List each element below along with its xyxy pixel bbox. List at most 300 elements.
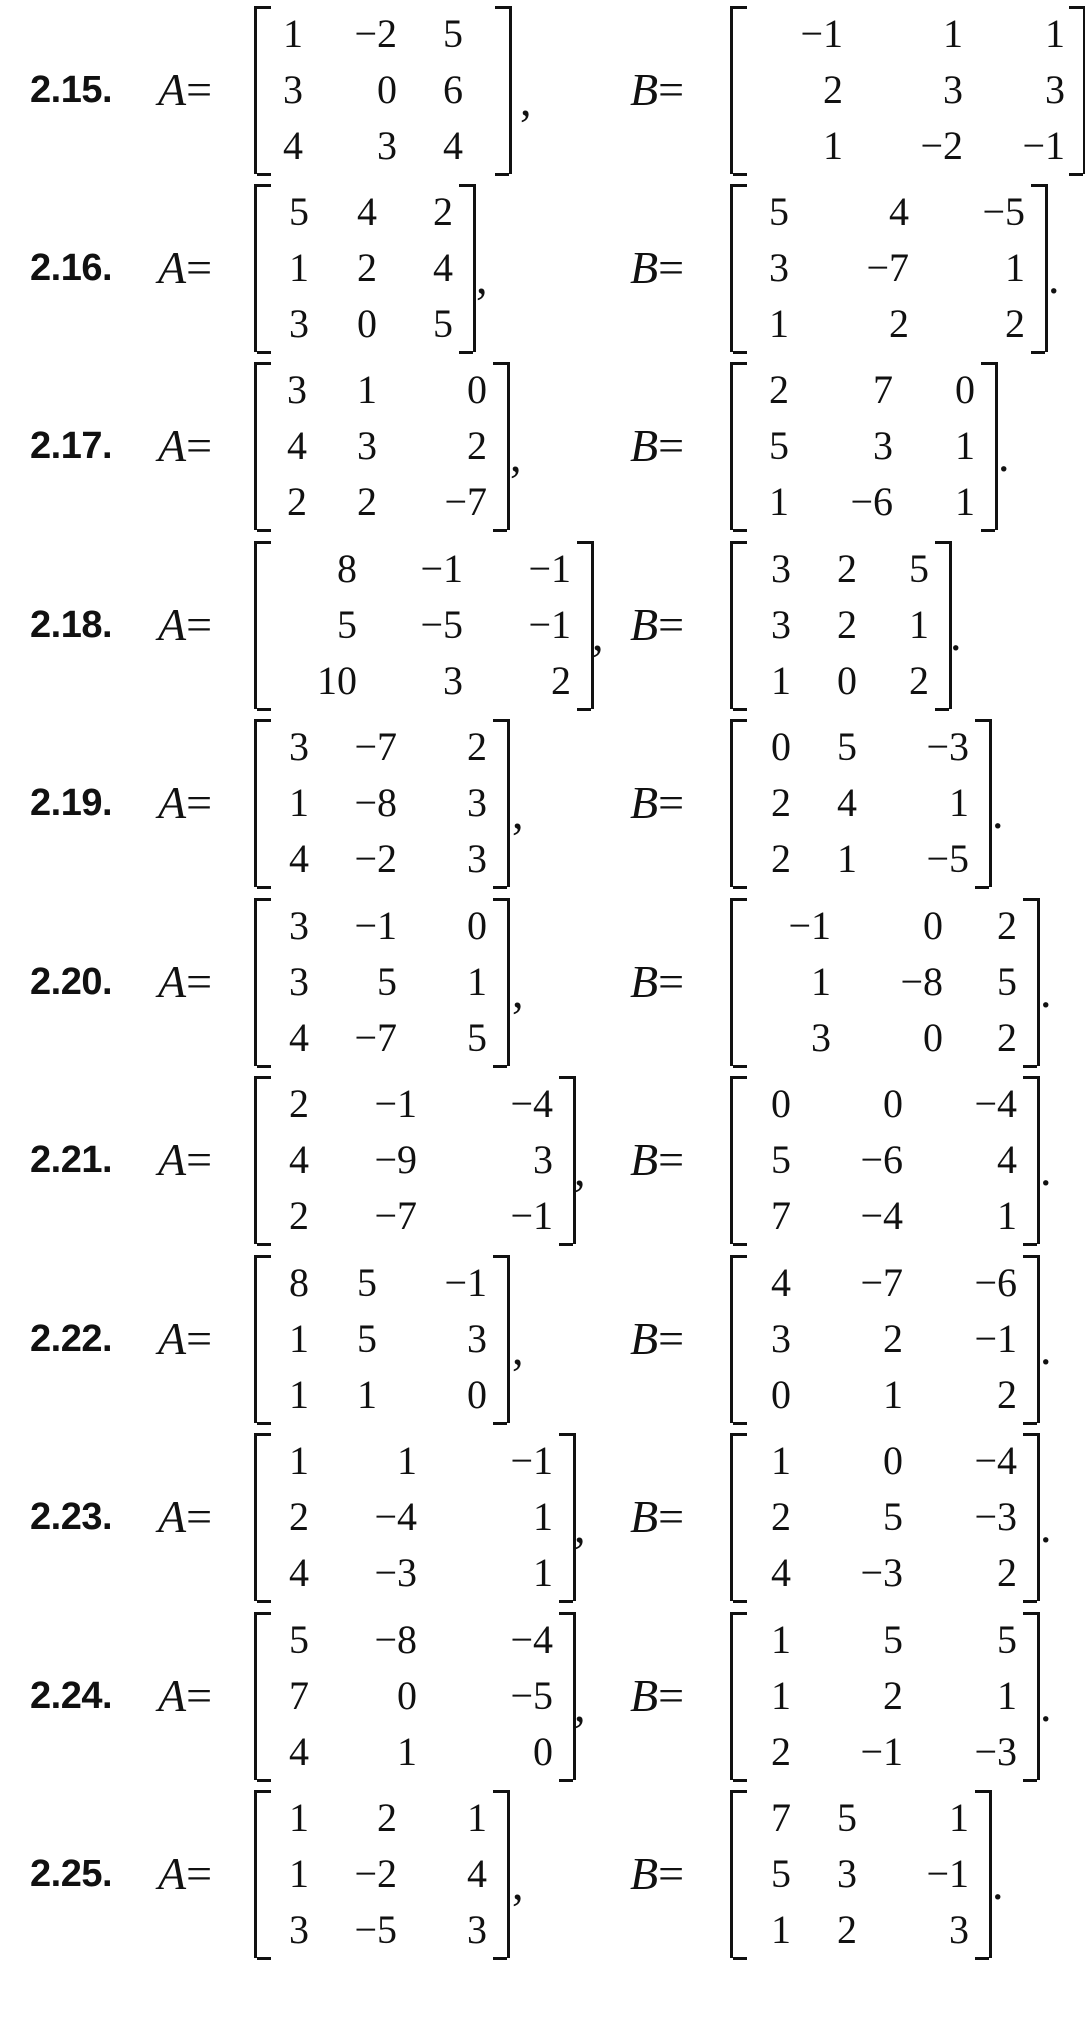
matrix-row (257, 954, 507, 1010)
matrix-entry: 1 (823, 123, 843, 168)
equals-sign: = (186, 64, 213, 115)
matrix-entry: 3 (467, 836, 487, 881)
separator-comma: , (574, 1501, 586, 1552)
matrix-entry: −1 (444, 1260, 487, 1305)
matrix-row (257, 1790, 507, 1846)
equals-sign: = (658, 242, 685, 293)
matrix-b-name: B (630, 1670, 659, 1721)
matrix-entry: 3 (289, 1907, 309, 1952)
matrix-row (257, 1255, 507, 1311)
matrix-entry: 1 (289, 1851, 309, 1896)
matrix-entry: 0 (357, 301, 377, 346)
equals-sign: = (186, 1670, 213, 1721)
exercise-item (0, 535, 1085, 715)
matrix-entry: 4 (289, 1550, 309, 1595)
matrix-entry: 2 (467, 423, 487, 468)
matrix-entry: 1 (1005, 245, 1025, 290)
matrix-entry: −5 (926, 836, 969, 881)
matrix-row (257, 1846, 507, 1902)
matrix-entry: −1 (420, 546, 463, 591)
exercise-number: 2.17. (30, 425, 113, 467)
matrix-entry: −2 (354, 1851, 397, 1896)
matrix-row (733, 362, 995, 418)
matrix-entry: 3 (289, 301, 309, 346)
matrix-entry: 2 (289, 1494, 309, 1539)
matrix-entry: 7 (289, 1673, 309, 1718)
matrix-b (730, 1076, 1040, 1244)
matrix-entry: 1 (997, 1673, 1017, 1718)
matrix-b-name: B (630, 1313, 659, 1364)
matrix-entry: 0 (467, 367, 487, 412)
matrix-row (733, 1010, 1037, 1066)
matrix-row (257, 1612, 573, 1668)
exercise-item (0, 178, 1085, 358)
matrix-entry: 3 (837, 1851, 857, 1896)
equals-sign: = (186, 599, 213, 650)
exercise-number: 2.24. (30, 1675, 113, 1717)
matrix-entry: 6 (443, 67, 463, 112)
matrix-a-label (158, 713, 212, 893)
matrix-entry: 1 (771, 1907, 791, 1952)
equals-sign: = (658, 599, 685, 650)
matrix-entry: 0 (923, 903, 943, 948)
matrix-entry: −6 (974, 1260, 1017, 1305)
matrix-entry: −8 (354, 780, 397, 825)
matrix-entry: 5 (377, 959, 397, 1004)
matrix-entry: 1 (883, 1372, 903, 1417)
matrix-entry: 3 (949, 1907, 969, 1952)
matrix-entry: 1 (289, 245, 309, 290)
exercise-number: 2.16. (30, 247, 113, 289)
matrix-b-label (630, 1427, 684, 1607)
matrix-entry: 0 (883, 1438, 903, 1483)
matrix-entry: 3 (811, 1015, 831, 1060)
matrix-entry: 1 (397, 1438, 417, 1483)
exercise-number: 2.21. (30, 1139, 113, 1181)
matrix-entry: −7 (866, 245, 909, 290)
matrix-a-name: A (158, 956, 187, 1007)
equals-sign: = (186, 777, 213, 828)
matrix-entry: 1 (909, 602, 929, 647)
matrix-entry: 5 (433, 301, 453, 346)
matrix-entry: −2 (354, 11, 397, 56)
matrix-entry: 2 (823, 67, 843, 112)
matrix-entry: 3 (289, 903, 309, 948)
matrix-entry: 3 (771, 602, 791, 647)
matrix-row (257, 1668, 573, 1724)
separator-comma: , (574, 1680, 586, 1731)
end-period: . (992, 787, 1004, 838)
matrix-a-label (158, 1070, 212, 1250)
matrix-entry: 4 (837, 780, 857, 825)
exercise-number: 2.15. (30, 69, 113, 111)
matrix-a-name: A (158, 1491, 187, 1542)
matrix-a-name: A (158, 64, 187, 115)
matrix-entry: 4 (771, 1550, 791, 1595)
matrix-entry: −4 (374, 1494, 417, 1539)
matrix-a-name: A (158, 1670, 187, 1721)
matrix-entry: 7 (771, 1795, 791, 1840)
matrix-a (254, 1255, 510, 1423)
matrix-entry: −3 (974, 1494, 1017, 1539)
matrix-entry: 4 (771, 1260, 791, 1305)
matrix-entry: 5 (771, 1137, 791, 1182)
matrix-row (733, 296, 1045, 352)
matrix-entry: 1 (955, 423, 975, 468)
matrix-a (254, 184, 476, 352)
matrix-row (257, 1311, 507, 1367)
matrix-entry: 5 (997, 1617, 1017, 1662)
matrix-entry: 8 (289, 1260, 309, 1305)
matrix-entry: 1 (289, 1316, 309, 1361)
matrix-entry: 3 (467, 1316, 487, 1361)
matrix-entry: 0 (377, 67, 397, 112)
equals-sign: = (658, 420, 685, 471)
matrix-entry: 4 (289, 1729, 309, 1774)
matrix-entry: 2 (771, 780, 791, 825)
matrix-a-label (158, 0, 212, 180)
matrix-b-label (630, 535, 684, 715)
separator-comma: , (510, 430, 522, 481)
matrix-entry: −2 (920, 123, 963, 168)
matrix-entry: 2 (837, 546, 857, 591)
matrix-entry: 4 (289, 1137, 309, 1182)
matrix-a-label (158, 1427, 212, 1607)
matrix-entry: 2 (1005, 301, 1025, 346)
matrix-row (257, 719, 507, 775)
matrix-b-name: B (630, 956, 659, 1007)
matrix-row (257, 541, 591, 597)
matrix-b-name: B (630, 1134, 659, 1185)
matrix-entry: 4 (283, 123, 303, 168)
matrix-row (733, 1311, 1037, 1367)
separator-comma: , (512, 787, 524, 838)
matrix-entry: 2 (467, 724, 487, 769)
matrix-row (257, 1545, 573, 1601)
matrix-entry: −7 (374, 1193, 417, 1238)
separator-comma: , (574, 1144, 586, 1195)
matrix-b (730, 898, 1040, 1066)
matrix-a (254, 1790, 510, 1958)
matrix-entry: 0 (771, 724, 791, 769)
matrix-row (733, 474, 995, 530)
matrix-b-label (630, 1606, 684, 1786)
exercise-item (0, 713, 1085, 893)
matrix-entry: 1 (837, 836, 857, 881)
equals-sign: = (186, 420, 213, 471)
matrix-row (733, 954, 1037, 1010)
end-period: . (1040, 1144, 1052, 1195)
matrix-a-name: A (158, 1134, 187, 1185)
matrix-row (733, 1790, 989, 1846)
matrix-entry: 2 (997, 903, 1017, 948)
matrix-a (254, 6, 512, 174)
matrix-row (257, 1433, 573, 1489)
matrix-entry: 1 (467, 959, 487, 1004)
matrix-entry: 5 (467, 1015, 487, 1060)
matrix-entry: 1 (997, 1193, 1017, 1238)
end-period: . (998, 430, 1010, 481)
matrix-entry: 2 (433, 189, 453, 234)
matrix-row (733, 1367, 1037, 1423)
matrix-row (257, 6, 509, 62)
matrix-entry: 7 (771, 1193, 791, 1238)
matrix-a-label (158, 535, 212, 715)
matrix-row (257, 474, 507, 530)
matrix-row (257, 418, 507, 474)
matrix-entry: 2 (837, 1907, 857, 1952)
matrix-row (733, 418, 995, 474)
matrix-row (257, 118, 509, 174)
matrix-row (733, 1132, 1037, 1188)
matrix-entry: 4 (889, 189, 909, 234)
matrix-row (733, 240, 1045, 296)
matrix-entry: 3 (289, 959, 309, 1004)
matrix-entry: 1 (533, 1550, 553, 1595)
matrix-b-name: B (630, 242, 659, 293)
matrix-row (733, 1433, 1037, 1489)
matrix-entry: 2 (377, 1795, 397, 1840)
matrix-entry: 5 (289, 189, 309, 234)
matrix-entry: 5 (909, 546, 929, 591)
matrix-entry: 2 (837, 602, 857, 647)
matrix-row (733, 184, 1045, 240)
matrix-entry: −7 (860, 1260, 903, 1305)
matrix-entry: 3 (873, 423, 893, 468)
matrix-a-label (158, 1784, 212, 1964)
exercise-item (0, 0, 1085, 180)
matrix-b-name: B (630, 1491, 659, 1542)
equals-sign: = (658, 1491, 685, 1542)
separator-comma: , (476, 252, 488, 303)
matrix-entry: 0 (955, 367, 975, 412)
matrix-entry: 1 (811, 959, 831, 1004)
matrix-row (257, 1010, 507, 1066)
matrix-b (730, 719, 992, 887)
matrix-entry: −4 (510, 1617, 553, 1662)
equals-sign: = (658, 777, 685, 828)
matrix-a-name: A (158, 599, 187, 650)
matrix-row (257, 1132, 573, 1188)
equals-sign: = (658, 1134, 685, 1185)
matrix-entry: 5 (443, 11, 463, 56)
matrix-entry: −1 (926, 1851, 969, 1896)
matrix-b-label (630, 713, 684, 893)
matrix-entry: 1 (1045, 11, 1065, 56)
matrix-b-name: B (630, 1848, 659, 1899)
matrix-entry: 3 (533, 1137, 553, 1182)
matrix-entry: 2 (289, 1193, 309, 1238)
matrix-b (730, 362, 998, 530)
matrix-entry: 1 (289, 780, 309, 825)
matrix-entry: −3 (974, 1729, 1017, 1774)
matrix-entry: 2 (357, 245, 377, 290)
matrix-entry: 4 (287, 423, 307, 468)
matrix-b-label (630, 892, 684, 1072)
equals-sign: = (658, 64, 685, 115)
matrix-entry: 1 (771, 1673, 791, 1718)
matrix-entry: 2 (551, 658, 571, 703)
matrix-row (257, 296, 473, 352)
matrix-a-label (158, 1249, 212, 1429)
matrix-entry: −2 (354, 836, 397, 881)
matrix-entry: 5 (771, 1851, 791, 1896)
matrix-entry: 0 (467, 903, 487, 948)
matrix-b (730, 541, 952, 709)
matrix-entry: 1 (283, 11, 303, 56)
matrix-entry: −1 (354, 903, 397, 948)
exercise-number: 2.25. (30, 1853, 113, 1895)
matrix-row (733, 118, 1083, 174)
matrix-row (733, 541, 949, 597)
matrix-row (257, 653, 591, 709)
matrix-entry: 5 (769, 423, 789, 468)
matrix-entry: 3 (467, 1907, 487, 1952)
matrix-entry: 2 (997, 1550, 1017, 1595)
matrix-entry: 3 (1045, 67, 1065, 112)
matrix-row (257, 1902, 507, 1958)
matrix-entry: 0 (533, 1729, 553, 1774)
matrix-b (730, 1255, 1040, 1423)
matrix-row (733, 653, 949, 709)
matrix-entry: −1 (528, 546, 571, 591)
matrix-entry: −1 (510, 1193, 553, 1238)
matrix-a (254, 898, 510, 1066)
matrix-entry: 3 (283, 67, 303, 112)
exercise-number: 2.20. (30, 961, 113, 1003)
matrix-entry: 1 (771, 1617, 791, 1662)
matrix-entry: −7 (354, 724, 397, 769)
matrix-entry: −5 (982, 189, 1025, 234)
matrix-entry: 1 (289, 1372, 309, 1417)
end-period: . (992, 1858, 1004, 1909)
matrix-entry: 5 (837, 724, 857, 769)
matrix-a-label (158, 356, 212, 536)
matrix-entry: 3 (443, 658, 463, 703)
matrix-row (257, 1188, 573, 1244)
matrix-entry: 5 (357, 1260, 377, 1305)
matrix-b-label (630, 178, 684, 358)
matrix-row (257, 240, 473, 296)
matrix-entry: 5 (289, 1617, 309, 1662)
matrix-entry: −9 (374, 1137, 417, 1182)
matrix-entry: 4 (443, 123, 463, 168)
matrix-a-label (158, 892, 212, 1072)
matrix-entry: 0 (883, 1081, 903, 1126)
matrix-entry: 5 (769, 189, 789, 234)
matrix-entry: 1 (943, 11, 963, 56)
matrix-row (733, 597, 949, 653)
matrix-entry: 2 (771, 1494, 791, 1539)
matrix-b-label (630, 1249, 684, 1429)
matrix-entry: −4 (974, 1438, 1017, 1483)
matrix-a-name: A (158, 420, 187, 471)
matrix-entry: 3 (467, 780, 487, 825)
matrix-b (730, 1612, 1040, 1780)
matrix-row (733, 1668, 1037, 1724)
matrix-entry: 3 (357, 423, 377, 468)
matrix-entry: 5 (337, 602, 357, 647)
matrix-entry: −1 (974, 1316, 1017, 1361)
matrix-entry: 3 (771, 546, 791, 591)
exercise-item (0, 1427, 1085, 1607)
matrix-a (254, 541, 594, 709)
matrix-entry: −3 (926, 724, 969, 769)
matrix-entry: 2 (997, 1372, 1017, 1417)
matrix-entry: 2 (883, 1673, 903, 1718)
matrix-row (257, 831, 507, 887)
matrix-entry: 1 (769, 301, 789, 346)
matrix-a (254, 1076, 576, 1244)
matrix-entry: 4 (997, 1137, 1017, 1182)
matrix-b (730, 1433, 1040, 1601)
matrix-row (257, 597, 591, 653)
matrix-entry: −6 (860, 1137, 903, 1182)
matrix-row (733, 1188, 1037, 1244)
matrix-row (733, 898, 1037, 954)
matrix-entry: −5 (510, 1673, 553, 1718)
matrix-row (257, 184, 473, 240)
matrix-entry: 3 (289, 724, 309, 769)
matrix-row (257, 1489, 573, 1545)
matrix-a (254, 362, 510, 530)
separator-comma: , (592, 609, 604, 660)
matrix-entry: 2 (889, 301, 909, 346)
matrix-entry: 4 (289, 836, 309, 881)
exercise-item (0, 1606, 1085, 1786)
matrix-row (733, 1724, 1037, 1780)
exercise-number: 2.22. (30, 1318, 113, 1360)
equals-sign: = (186, 1491, 213, 1542)
matrix-row (733, 1902, 989, 1958)
exercise-item (0, 1784, 1085, 1964)
end-period: . (1048, 252, 1060, 303)
matrix-b (730, 184, 1048, 352)
matrix-row (733, 775, 989, 831)
matrix-entry: −7 (354, 1015, 397, 1060)
matrix-row (257, 1076, 573, 1132)
matrix-entry: 3 (769, 245, 789, 290)
matrix-entry: 0 (397, 1673, 417, 1718)
exercise-item (0, 892, 1085, 1072)
exercise-item (0, 1070, 1085, 1250)
matrix-entry: 0 (771, 1081, 791, 1126)
matrix-a (254, 1433, 576, 1601)
equals-sign: = (658, 1670, 685, 1721)
matrix-entry: 5 (837, 1795, 857, 1840)
matrix-b-label (630, 1784, 684, 1964)
matrix-entry: 5 (883, 1617, 903, 1662)
matrix-a-name: A (158, 777, 187, 828)
matrix-row (733, 1612, 1037, 1668)
matrix-row (257, 775, 507, 831)
matrix-entry: 5 (357, 1316, 377, 1361)
equals-sign: = (186, 1134, 213, 1185)
matrix-entry: 3 (287, 367, 307, 412)
matrix-row (733, 1076, 1037, 1132)
matrix-entry: 8 (337, 546, 357, 591)
matrix-a-label (158, 1606, 212, 1786)
matrix-row (733, 1489, 1037, 1545)
end-period: . (1040, 1323, 1052, 1374)
matrix-entry: −1 (800, 11, 843, 56)
matrix-entry: 3 (377, 123, 397, 168)
matrix-entry: 5 (883, 1494, 903, 1539)
matrix-row (733, 62, 1083, 118)
matrix-entry: 4 (433, 245, 453, 290)
matrix-entry: 0 (771, 1372, 791, 1417)
matrix-entry: 1 (955, 479, 975, 524)
